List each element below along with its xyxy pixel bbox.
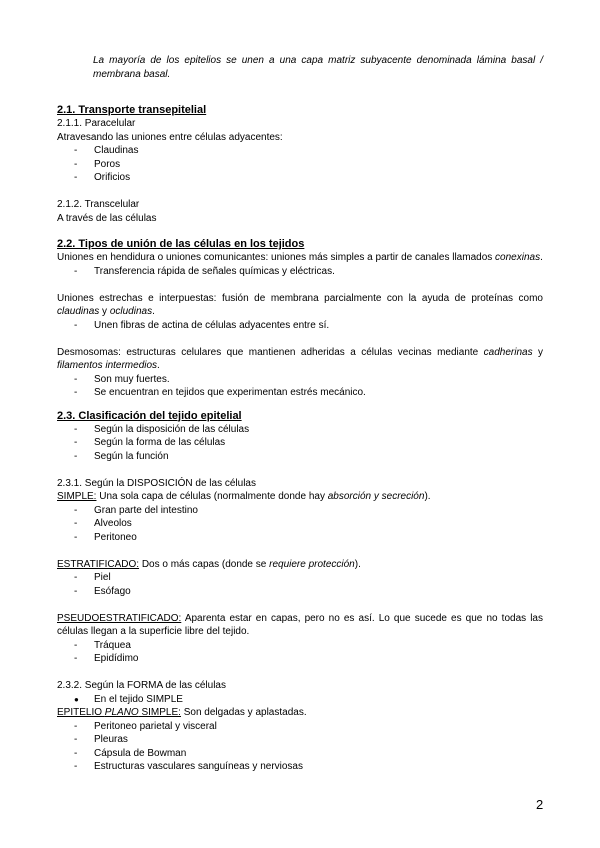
epitelio-plano-paragraph: EPITELIO PLANO SIMPLE: Son delgadas y aplastadas.	[57, 707, 307, 718]
uniones-hendidura-paragraph: Uniones en hendidura o uniones comunicantes: uniones más simples a partir de canales llamados conexinas.	[57, 252, 543, 263]
uniones-estrechas-paragraph: Uniones estrechas e interpuestas: fusión de membrana parcialmente con la ayuda de proteínas como claudinas y ocludinas.	[57, 292, 543, 317]
list-item: - Esófago	[74, 585, 131, 597]
subsection-2-3-2-heading: 2.3.2. Según la FORMA de las células	[57, 680, 226, 691]
list-item: - Claudinas	[74, 145, 139, 156]
list-item: - Transferencia rápida de señales químicas y eléctricas.	[74, 265, 335, 277]
list-item: - Piel	[74, 572, 111, 583]
paracelular-list	[57, 144, 543, 185]
intro-paragraph: La mayoría de los epitelios se unen a una capa matriz subyacente denominada lámina basal / membrana basal.	[93, 55, 543, 80]
page-number: 2	[536, 797, 544, 812]
list-item: - Tráquea	[74, 639, 131, 651]
list-item: - Poros	[74, 158, 121, 170]
list-item: - Orificios	[74, 172, 131, 183]
list-item: - Estructuras vasculares sanguíneas y nerviosas	[74, 761, 303, 772]
list-item: - Se encuentran en tejidos que experimentan estrés mecánico.	[74, 387, 366, 398]
list-item: - Peritoneo	[74, 531, 137, 543]
desmosomas-paragraph: Desmosomas: estructuras celulares que mantienen adheridas a células vecinas mediante cadherinas y filamentos intermedios.	[57, 346, 543, 371]
estratificado-list	[57, 571, 543, 598]
section-2-2-heading: 2.2. Tipos de unión de las células en los tejidos	[57, 238, 305, 250]
subsection-2-1-2-heading: 2.1.2. Transcelular	[57, 199, 140, 210]
list-item: - Gran parte del intestino	[74, 504, 198, 516]
bullet-icon: ●	[74, 694, 79, 704]
epitelio-plano-list	[57, 720, 543, 774]
list-item: - Según la disposición de las células	[74, 423, 250, 435]
section-2-3-heading: 2.3. Clasificación del tejido epitelial	[57, 409, 242, 422]
simple-list	[57, 504, 543, 545]
transcelular-text: A través de las células	[57, 212, 157, 224]
simple-paragraph: SIMPLE: Una sola capa de células (normalmente donde hay absorción y secreción).	[57, 491, 431, 502]
paracelular-text: Atravesando las uniones entre células adyacentes:	[57, 131, 283, 143]
document-page	[57, 54, 543, 774]
hendidura-list	[57, 265, 543, 279]
subsection-2-3-1-heading: 2.3.1. Según la DISPOSICIÓN de las células	[57, 477, 256, 489]
list-item: - Alveolos	[74, 518, 132, 529]
subsection-2-1-1-heading: 2.1.1. Paracelular	[57, 118, 136, 129]
clasificacion-list	[57, 423, 543, 464]
list-item: - Son muy fuertes.	[74, 373, 170, 385]
list-item: - Epidídimo	[74, 653, 139, 664]
list-item: - Unen fibras de actina de células adyacentes entre sí.	[74, 319, 330, 331]
list-item: - Pleuras	[74, 734, 128, 745]
section-2-1-heading: 2.1. Transporte transepitelial	[57, 104, 207, 116]
estrechas-list	[57, 319, 543, 333]
list-item: - Cápsula de Bowman	[74, 747, 187, 759]
estratificado-paragraph: ESTRATIFICADO: Dos o más capas (donde se requiere protección).	[57, 558, 361, 570]
list-item: - Peritoneo parietal y visceral	[74, 720, 217, 732]
pseudoestratificado-paragraph: PSEUDOESTRATIFICADO: Aparenta estar en capas, pero no es así. Lo que sucede es que no todas las células llegan a la superficie libre del tejido.	[57, 612, 543, 637]
list-item: - Según la forma de las células	[74, 437, 226, 448]
list-item: ● En el tejido SIMPLE	[74, 693, 183, 705]
list-item: - Según la función	[74, 450, 169, 462]
pseudoestratificado-list	[57, 639, 543, 666]
desmosomas-list	[57, 373, 543, 400]
forma-bullet-list	[57, 693, 543, 707]
